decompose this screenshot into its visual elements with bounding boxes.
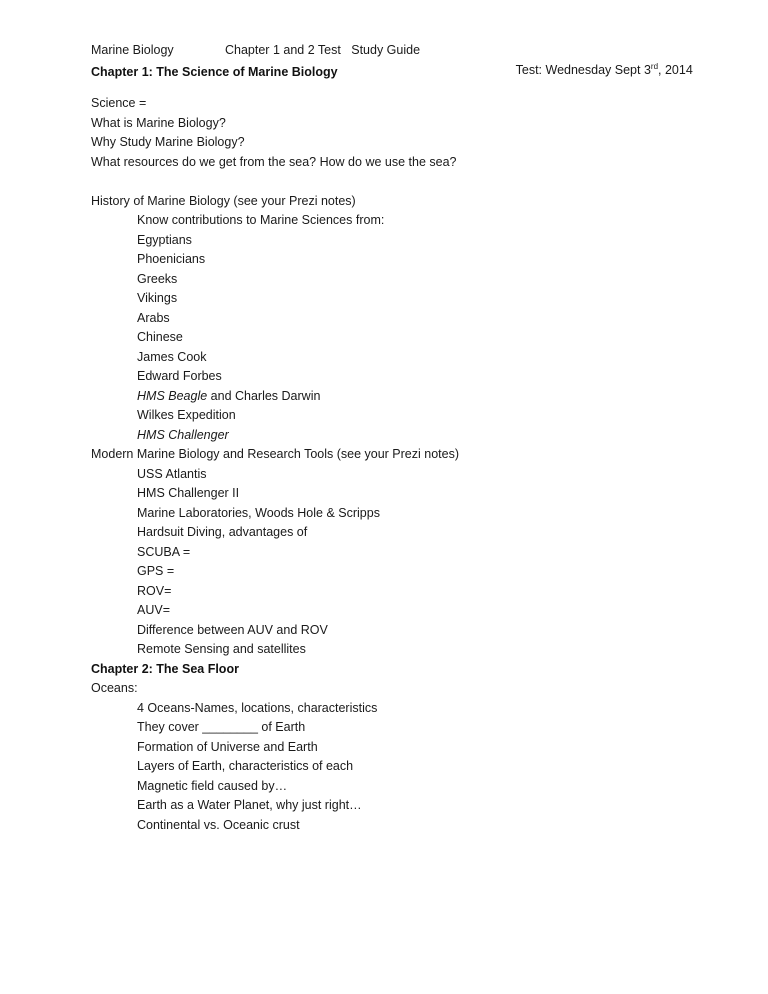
text-segment: ROV=	[137, 583, 172, 598]
text-line	[91, 387, 691, 407]
text-line	[91, 231, 691, 251]
text-segment: Vikings	[137, 291, 178, 305]
text-line	[91, 445, 691, 465]
text-line	[91, 406, 691, 426]
text-segment: GPS =	[137, 564, 175, 578]
text-segment: Difference between AUV and ROV	[137, 622, 328, 637]
text-line	[91, 621, 691, 641]
text-line	[91, 601, 691, 621]
text-line	[91, 562, 691, 582]
text-line	[91, 582, 691, 602]
text-line	[91, 484, 691, 504]
text-segment: HMS Challenger II	[137, 486, 240, 500]
text-segment: 4 Oceans-Names, locations, characteristics	[137, 700, 378, 715]
test-date-suffix: , 2014	[658, 62, 693, 77]
text-segment: Oceans:	[91, 681, 138, 695]
text-segment: Modern Marine Biology and Research Tools (see your Prezi notes)	[91, 447, 460, 461]
text-line	[91, 192, 691, 212]
text-line	[91, 133, 691, 153]
text-segment: What is Marine Biology?	[91, 115, 226, 130]
text-segment: and Charles Darwin	[207, 388, 321, 403]
text-line	[91, 796, 691, 816]
text-segment: Edward Forbes	[137, 369, 222, 383]
text-line	[91, 523, 691, 543]
header-document-title: Chapter 1 and 2 Test Study Guide	[225, 43, 421, 57]
text-line	[91, 718, 691, 738]
text-segment: Layers of Earth, characteristics of each	[137, 759, 354, 773]
text-segment: Wilkes Expedition	[137, 408, 236, 422]
text-line	[91, 504, 691, 524]
text-line	[91, 289, 691, 309]
text-line	[91, 250, 691, 270]
document-body	[91, 94, 691, 835]
text-line	[91, 211, 691, 231]
text-line	[91, 270, 691, 290]
text-segment: Chapter 2: The Sea Floor	[91, 661, 239, 676]
text-line	[91, 777, 691, 797]
text-line	[91, 699, 691, 719]
text-segment: They cover ________ of Earth	[137, 720, 306, 734]
text-segment: Know contributions to Marine Sciences from:	[137, 213, 385, 227]
blank-line	[91, 172, 691, 192]
test-date-prefix: Test: Wednesday Sept 3	[515, 62, 651, 77]
header-course-name: Marine Biology	[91, 43, 174, 57]
text-line	[91, 114, 691, 134]
text-segment: Why Study Marine Biology?	[91, 135, 245, 149]
text-segment: Chinese	[137, 330, 183, 344]
text-line	[91, 738, 691, 758]
text-segment: Egyptians	[137, 232, 192, 247]
chapter-2-heading	[91, 660, 691, 680]
text-line	[91, 816, 691, 836]
text-line	[91, 640, 691, 660]
text-line	[91, 543, 691, 563]
text-line	[91, 426, 691, 446]
text-line	[91, 94, 691, 114]
text-segment: Marine Laboratories, Woods Hole & Scripps	[137, 505, 380, 520]
text-segment: AUV=	[137, 603, 171, 617]
text-segment: Remote Sensing and satellites	[137, 642, 306, 656]
text-segment: Arabs	[137, 310, 170, 325]
text-segment: USS Atlantis	[137, 466, 207, 481]
test-date-ordinal-superscript: rd	[650, 61, 659, 71]
text-line	[91, 757, 691, 777]
text-line	[91, 465, 691, 485]
text-segment: Magnetic field caused by…	[137, 778, 288, 793]
text-line	[91, 309, 691, 329]
text-segment: Science =	[91, 96, 147, 110]
text-segment: Phoenicians	[137, 252, 206, 266]
text-line	[91, 328, 691, 348]
text-line	[91, 348, 691, 368]
text-line	[91, 367, 691, 387]
text-segment: James Cook	[137, 349, 207, 364]
chapter-1-heading: Chapter 1: The Science of Marine Biology	[91, 65, 338, 79]
text-segment: Continental vs. Oceanic crust	[137, 817, 300, 832]
text-line	[91, 679, 691, 699]
text-segment: Earth as a Water Planet, why just right…	[137, 798, 362, 812]
italic-text-segment: HMS Challenger	[137, 427, 229, 442]
text-segment: History of Marine Biology (see your Prezi notes)	[91, 193, 356, 208]
text-segment: Greeks	[137, 271, 178, 286]
text-segment: Formation of Universe and Earth	[137, 739, 318, 754]
text-segment: What resources do we get from the sea? How do we use the sea?	[91, 154, 457, 169]
text-line	[91, 153, 691, 173]
header-test-date	[495, 41, 693, 100]
text-segment: SCUBA =	[137, 544, 191, 559]
text-segment: Hardsuit Diving, advantages of	[137, 525, 308, 539]
italic-text-segment: HMS Beagle	[137, 388, 208, 403]
